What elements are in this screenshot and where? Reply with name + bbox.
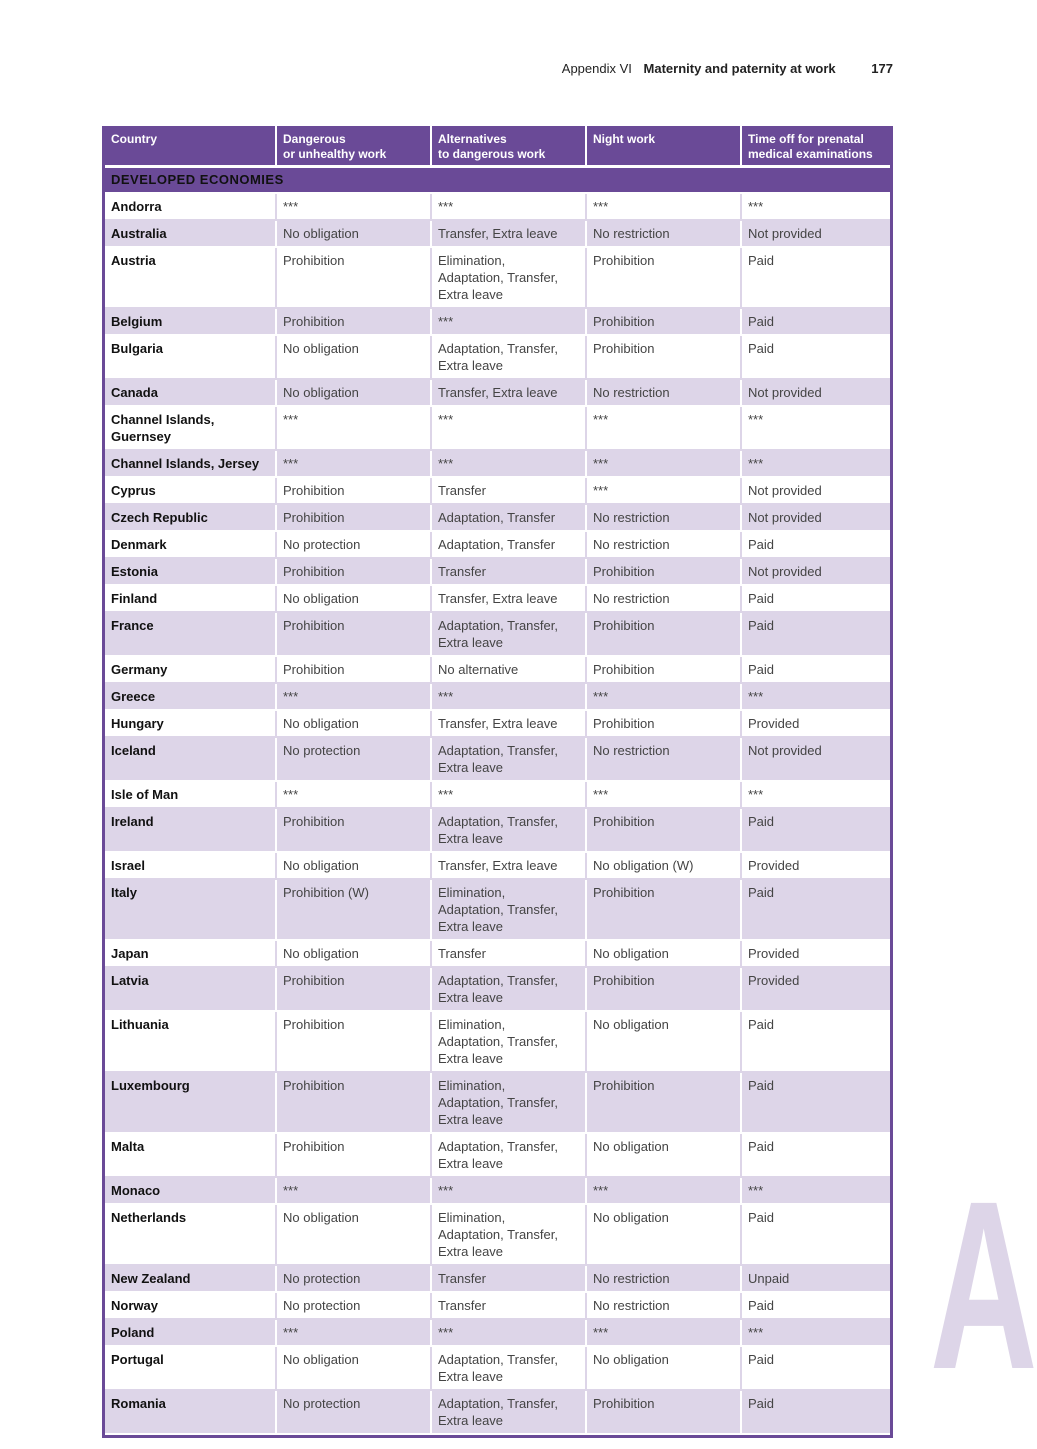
table-cell: *** [276, 683, 431, 710]
table-cell: Transfer, Extra leave [431, 585, 586, 612]
table-cell: Paid [741, 656, 890, 683]
table-cell: No obligation [586, 940, 741, 967]
table-cell: No restriction [586, 379, 741, 406]
table-row [105, 656, 890, 683]
table-cell: Elimination, Adaptation, Transfer, Extra leave [431, 1072, 586, 1133]
table-cell: No obligation [276, 710, 431, 737]
table-row [105, 852, 890, 879]
table-cell: No restriction [586, 504, 741, 531]
table-cell: Adaptation, Transfer, Extra leave [431, 1390, 586, 1434]
table-cell: Paid [741, 1390, 890, 1434]
table-cell: Paid [741, 612, 890, 656]
table-cell: Paid [741, 1011, 890, 1072]
table-cell: No obligation [276, 379, 431, 406]
table-row [105, 737, 890, 781]
table-header [105, 126, 890, 167]
table-cell: *** [741, 406, 890, 450]
table-cell: *** [276, 450, 431, 477]
table-row [105, 781, 890, 808]
table-cell: No protection [276, 1292, 431, 1319]
table-cell: Adaptation, Transfer, Extra leave [431, 808, 586, 852]
table-cell: No obligation [276, 852, 431, 879]
country-cell: Greece [105, 683, 276, 710]
table-cell: *** [586, 781, 741, 808]
table-cell: No protection [276, 737, 431, 781]
table-cell: Prohibition [276, 1072, 431, 1133]
table-cell: *** [586, 1319, 741, 1346]
table-cell: No obligation (W) [586, 852, 741, 879]
table-cell: No restriction [586, 220, 741, 247]
table-cell: *** [276, 1177, 431, 1204]
table-cell: Transfer [431, 477, 586, 504]
country-cell: Cyprus [105, 477, 276, 504]
table-cell: No protection [276, 1265, 431, 1292]
country-cell: Germany [105, 656, 276, 683]
table-cell: Elimination, Adaptation, Transfer, Extra leave [431, 1011, 586, 1072]
table-cell: Paid [741, 335, 890, 379]
country-cell: Norway [105, 1292, 276, 1319]
side-tab-letter: A [930, 1151, 1037, 1419]
column-header: Country [105, 126, 276, 167]
table-cell: No obligation [276, 335, 431, 379]
table-cell: No obligation [276, 220, 431, 247]
table-cell: No restriction [586, 531, 741, 558]
table-row [105, 220, 890, 247]
country-cell: Poland [105, 1319, 276, 1346]
table-cell: Prohibition [276, 808, 431, 852]
table-cell: Provided [741, 940, 890, 967]
table-cell: No obligation [276, 1204, 431, 1265]
country-cell: Isle of Man [105, 781, 276, 808]
table-row [105, 879, 890, 940]
table-cell: *** [431, 781, 586, 808]
table-row [105, 335, 890, 379]
table-cell: Prohibition [276, 504, 431, 531]
table-row [105, 379, 890, 406]
table-cell: Not provided [741, 737, 890, 781]
table-cell: *** [431, 193, 586, 220]
table-cell: *** [431, 1319, 586, 1346]
table-cell: Transfer [431, 940, 586, 967]
table-row [105, 1319, 890, 1346]
table-cell: Paid [741, 308, 890, 335]
country-cell: Luxembourg [105, 1072, 276, 1133]
table-cell: Prohibition [586, 247, 741, 308]
table-row [105, 1390, 890, 1434]
table-cell: No alternative [431, 656, 586, 683]
table-cell: No obligation [586, 1346, 741, 1390]
table-row [105, 1346, 890, 1390]
table-row [105, 1204, 890, 1265]
table-cell: Prohibition [586, 1390, 741, 1434]
table-row [105, 406, 890, 450]
table-cell: Paid [741, 808, 890, 852]
table-cell: Not provided [741, 558, 890, 585]
table-cell: Elimination, Adaptation, Transfer, Extra leave [431, 247, 586, 308]
table-row [105, 193, 890, 220]
table-cell: *** [741, 193, 890, 220]
table-cell: Prohibition [276, 558, 431, 585]
table-row [105, 531, 890, 558]
table-cell: Prohibition (W) [276, 879, 431, 940]
table-cell: *** [586, 1177, 741, 1204]
table-cell: *** [741, 683, 890, 710]
table-cell: Paid [741, 1292, 890, 1319]
table-cell: No obligation [276, 940, 431, 967]
country-cell: Canada [105, 379, 276, 406]
table-cell: Transfer, Extra leave [431, 852, 586, 879]
table-cell: Prohibition [276, 477, 431, 504]
column-header: Dangerous or unhealthy work [276, 126, 431, 167]
table-cell: Prohibition [276, 308, 431, 335]
table-cell: *** [431, 308, 586, 335]
table-row [105, 1072, 890, 1133]
country-cell: Malta [105, 1133, 276, 1177]
table-cell: Not provided [741, 220, 890, 247]
table-cell: No restriction [586, 1292, 741, 1319]
table-cell: Provided [741, 710, 890, 737]
table-cell: *** [431, 450, 586, 477]
table-cell: Prohibition [276, 656, 431, 683]
country-cell: Australia [105, 220, 276, 247]
table-cell: Adaptation, Transfer, Extra leave [431, 1346, 586, 1390]
table-row [105, 558, 890, 585]
table-cell: *** [276, 1319, 431, 1346]
table-cell: No restriction [586, 737, 741, 781]
table-cell: Prohibition [586, 967, 741, 1011]
country-cell: Denmark [105, 531, 276, 558]
table-cell: Prohibition [586, 656, 741, 683]
country-cell: Romania [105, 1390, 276, 1434]
table-cell: Adaptation, Transfer, Extra leave [431, 737, 586, 781]
country-cell: Belgium [105, 308, 276, 335]
table-cell: *** [586, 683, 741, 710]
table-cell: Prohibition [276, 612, 431, 656]
table-cell: *** [431, 406, 586, 450]
table-cell: Paid [741, 879, 890, 940]
country-cell: New Zealand [105, 1265, 276, 1292]
country-cell: Iceland [105, 737, 276, 781]
table-cell: *** [276, 193, 431, 220]
table-cell: *** [741, 1319, 890, 1346]
country-cell: Estonia [105, 558, 276, 585]
column-header: Alternatives to dangerous work [431, 126, 586, 167]
table-cell: No protection [276, 531, 431, 558]
table-cell: *** [431, 683, 586, 710]
country-cell: Czech Republic [105, 504, 276, 531]
table-row [105, 247, 890, 308]
table-cell: Prohibition [276, 967, 431, 1011]
section-heading: DEVELOPED ECONOMIES [105, 167, 890, 194]
table-row [105, 504, 890, 531]
page-number: 177 [871, 61, 893, 76]
table-cell: Paid [741, 247, 890, 308]
table-cell: Prohibition [586, 710, 741, 737]
table-cell: No restriction [586, 585, 741, 612]
table-row [105, 808, 890, 852]
table-cell: Paid [741, 531, 890, 558]
table-cell: Prohibition [276, 1133, 431, 1177]
table-cell: Transfer, Extra leave [431, 379, 586, 406]
table-cell: Transfer, Extra leave [431, 220, 586, 247]
country-cell: Israel [105, 852, 276, 879]
table-cell: Prohibition [586, 879, 741, 940]
country-cell: Channel Islands, Guernsey [105, 406, 276, 450]
table-cell: *** [276, 781, 431, 808]
country-cell: France [105, 612, 276, 656]
table-cell: Adaptation, Transfer, Extra leave [431, 1133, 586, 1177]
table-cell: Unpaid [741, 1265, 890, 1292]
table-cell: No protection [276, 1390, 431, 1434]
table-cell: Provided [741, 967, 890, 1011]
data-table-container [102, 126, 893, 1438]
table-cell: Paid [741, 585, 890, 612]
table-cell: No obligation [276, 1346, 431, 1390]
table-cell: Prohibition [586, 335, 741, 379]
country-cell: Lithuania [105, 1011, 276, 1072]
table-cell: Prohibition [276, 247, 431, 308]
table-cell: Prohibition [276, 1011, 431, 1072]
table-cell: Prohibition [586, 808, 741, 852]
appendix-label: Appendix VI [561, 61, 632, 76]
table-row [105, 710, 890, 737]
country-cell: Monaco [105, 1177, 276, 1204]
table-row [105, 967, 890, 1011]
table-cell: Transfer, Extra leave [431, 710, 586, 737]
table-cell: *** [586, 193, 741, 220]
table-row [105, 308, 890, 335]
table-row [105, 683, 890, 710]
table-cell: Adaptation, Transfer, Extra leave [431, 967, 586, 1011]
table-cell: *** [586, 477, 741, 504]
table-cell: Not provided [741, 477, 890, 504]
table-row [105, 1133, 890, 1177]
table-cell: Adaptation, Transfer, Extra leave [431, 335, 586, 379]
table-cell: *** [741, 450, 890, 477]
table-row [105, 1292, 890, 1319]
table-cell: No restriction [586, 1265, 741, 1292]
table-cell: No obligation [586, 1011, 741, 1072]
table-cell: Adaptation, Transfer [431, 531, 586, 558]
table-cell: Provided [741, 852, 890, 879]
table-cell: *** [586, 406, 741, 450]
country-cell: Portugal [105, 1346, 276, 1390]
table-cell: Paid [741, 1346, 890, 1390]
table-cell: Not provided [741, 504, 890, 531]
country-cell: Bulgaria [105, 335, 276, 379]
table-row [105, 477, 890, 504]
table-row [105, 612, 890, 656]
table-body [105, 167, 890, 1435]
country-cell: Andorra [105, 193, 276, 220]
country-cell: Netherlands [105, 1204, 276, 1265]
country-cell: Hungary [105, 710, 276, 737]
country-cell: Ireland [105, 808, 276, 852]
table-cell: Prohibition [586, 612, 741, 656]
column-header: Night work [586, 126, 741, 167]
table-cell: Elimination, Adaptation, Transfer, Extra leave [431, 1204, 586, 1265]
table-cell: Prohibition [586, 558, 741, 585]
table-cell: Paid [741, 1133, 890, 1177]
country-cell: Finland [105, 585, 276, 612]
table-cell: No obligation [586, 1204, 741, 1265]
maternity-table [105, 126, 890, 1435]
header-row [105, 126, 890, 167]
table-cell: Paid [741, 1204, 890, 1265]
table-row [105, 450, 890, 477]
chapter-title: Maternity and paternity at work [643, 61, 836, 76]
table-cell: Elimination, Adaptation, Transfer, Extra leave [431, 879, 586, 940]
section-row [105, 167, 890, 194]
table-cell: *** [741, 1177, 890, 1204]
table-row [105, 1265, 890, 1292]
table-row [105, 1011, 890, 1072]
page-header [0, 60, 893, 78]
table-cell: Paid [741, 1072, 890, 1133]
table-cell: No obligation [586, 1133, 741, 1177]
column-header: Time off for prenatal medical examinations [741, 126, 890, 167]
table-cell: *** [741, 781, 890, 808]
table-cell: Transfer [431, 1265, 586, 1292]
country-cell: Austria [105, 247, 276, 308]
table-row [105, 585, 890, 612]
table-cell: Adaptation, Transfer, Extra leave [431, 612, 586, 656]
table-row [105, 940, 890, 967]
table-cell: Prohibition [586, 1072, 741, 1133]
table-cell: Adaptation, Transfer [431, 504, 586, 531]
table-cell: *** [431, 1177, 586, 1204]
country-cell: Channel Islands, Jersey [105, 450, 276, 477]
country-cell: Latvia [105, 967, 276, 1011]
table-cell: Transfer [431, 558, 586, 585]
country-cell: Italy [105, 879, 276, 940]
table-row [105, 1177, 890, 1204]
table-cell: Transfer [431, 1292, 586, 1319]
table-cell: No obligation [276, 585, 431, 612]
country-cell: Japan [105, 940, 276, 967]
table-cell: Not provided [741, 379, 890, 406]
table-cell: *** [276, 406, 431, 450]
table-cell: *** [586, 450, 741, 477]
table-cell: Prohibition [586, 308, 741, 335]
